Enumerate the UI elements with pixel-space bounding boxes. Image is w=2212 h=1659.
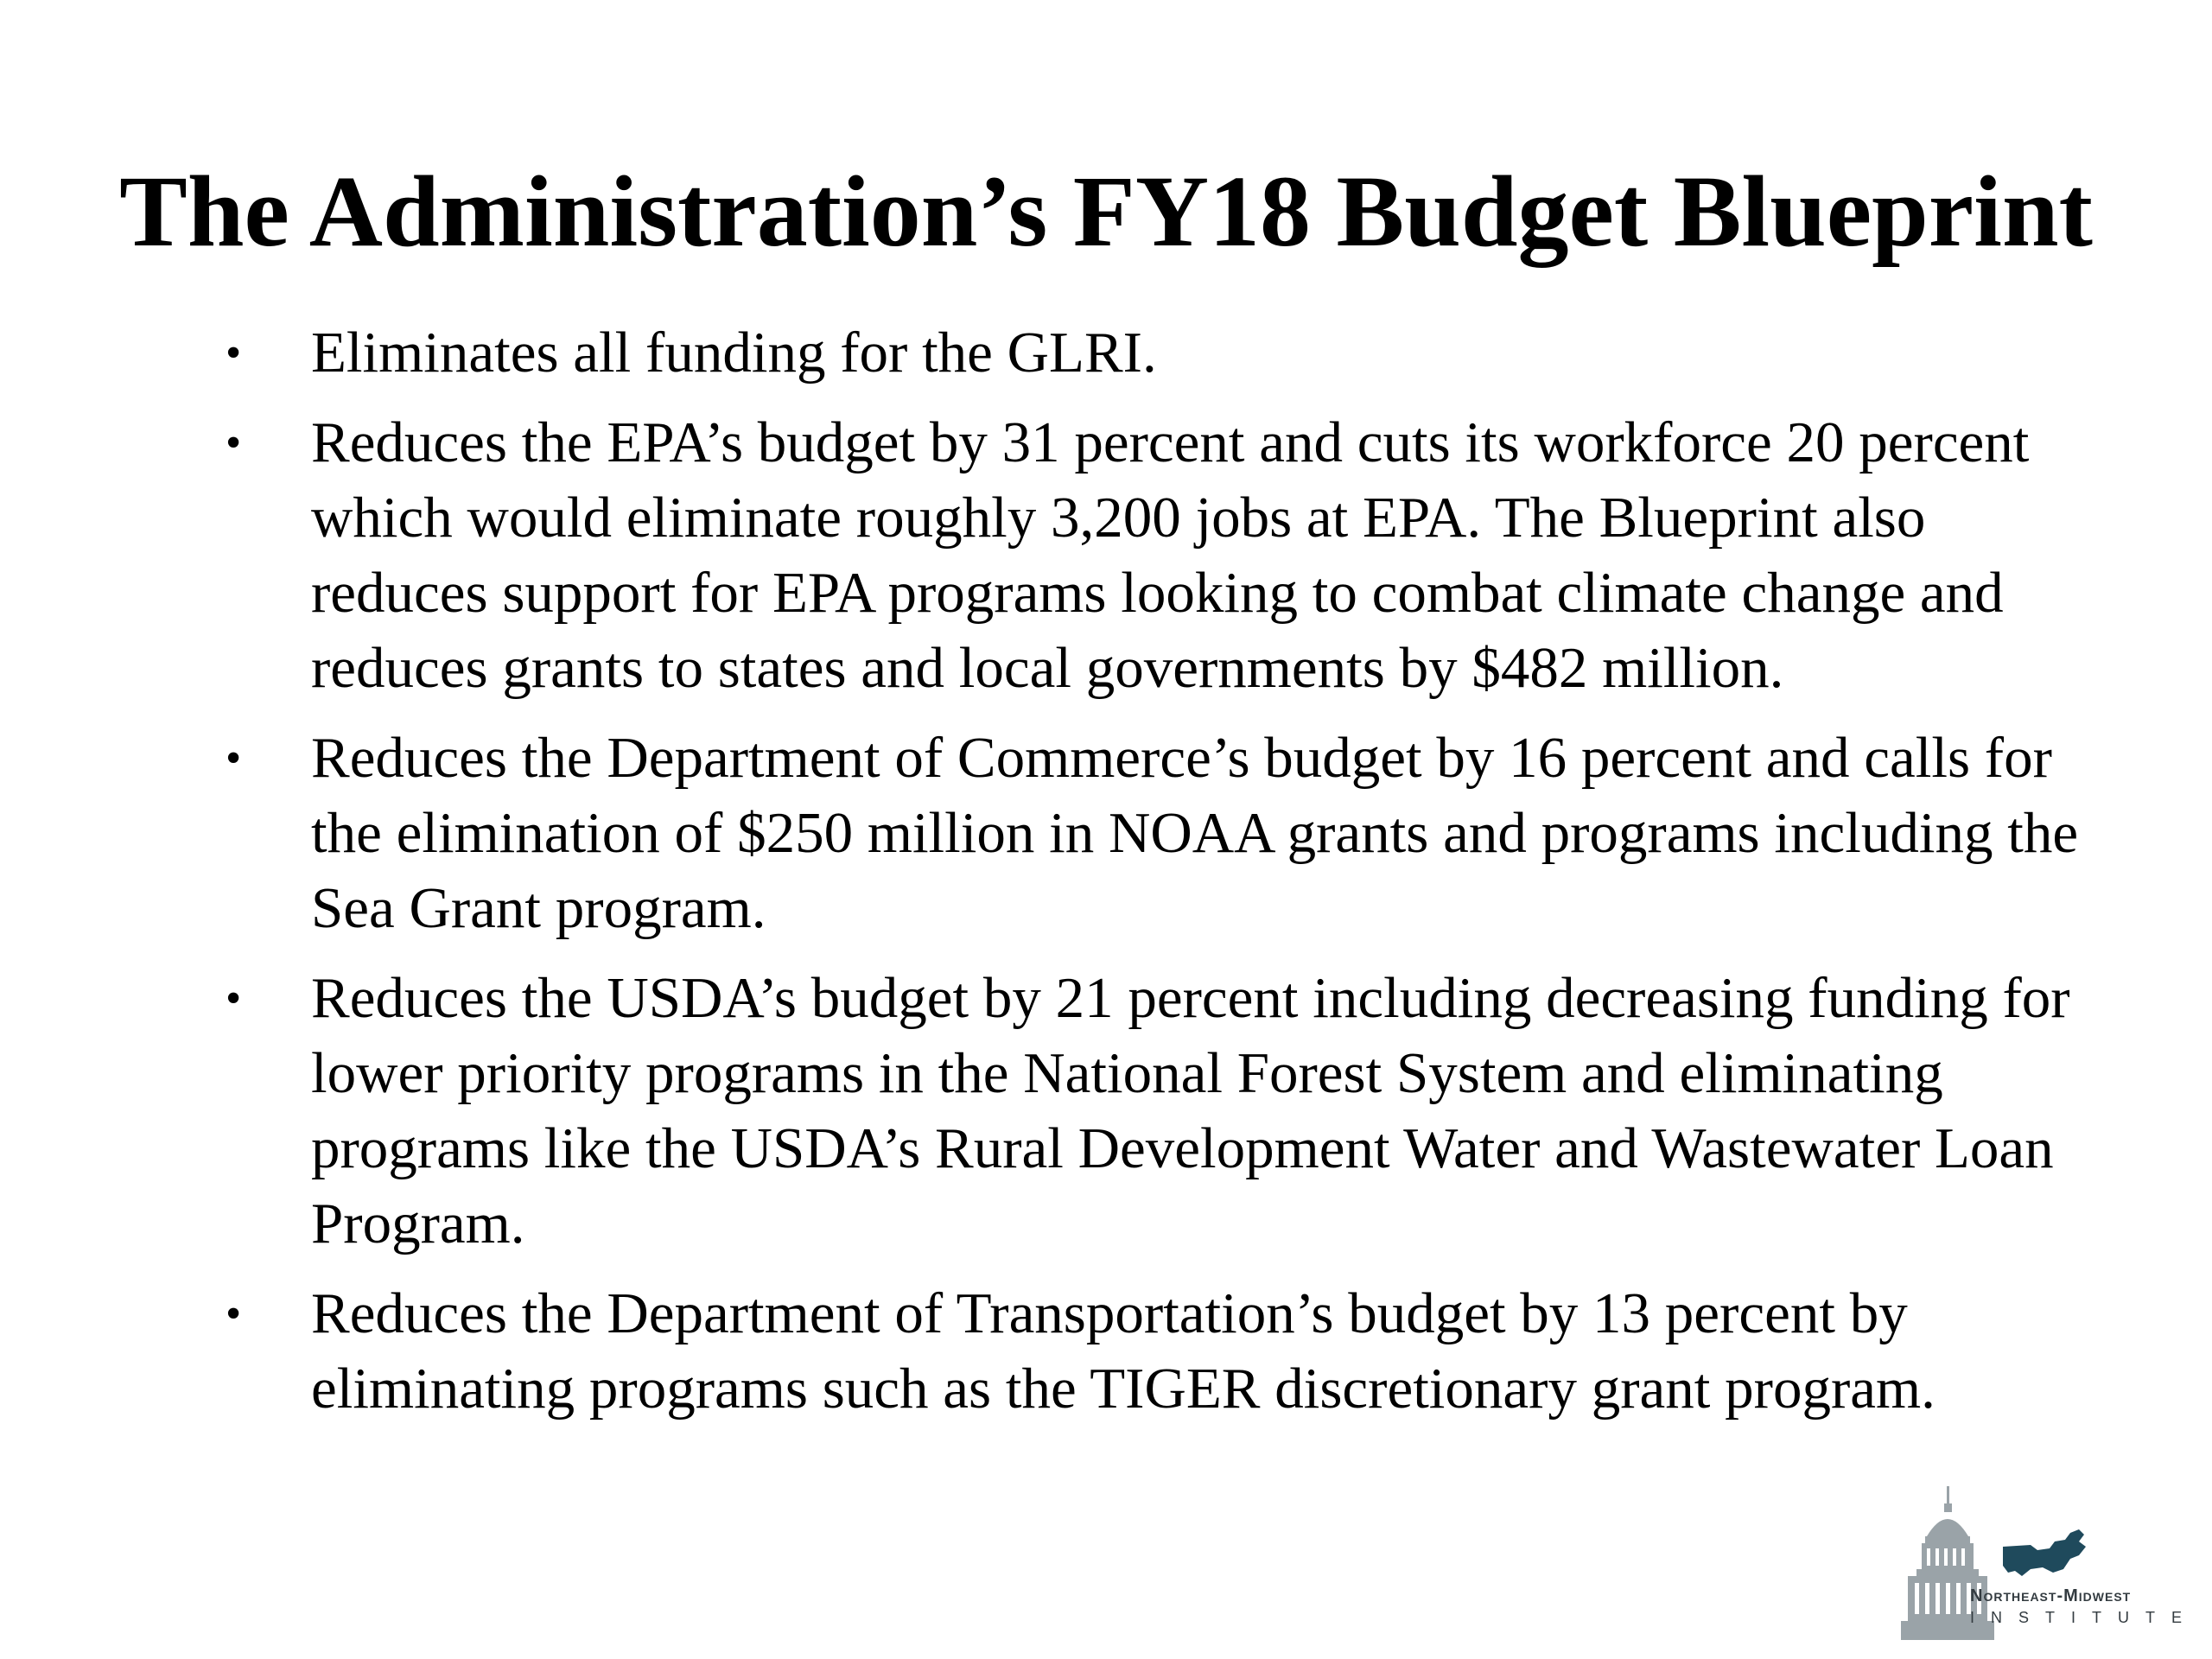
bullet-text: Reduces the Department of Commerce’s budget by 16 percent and calls for the elimination of $250 million in NOAA grants and programs including the Sea Grant program. bbox=[311, 726, 2079, 940]
bullet-text: Reduces the USDA’s budget by 21 percent including decreasing funding for lower priority programs in the National Forest System and eliminating programs like the USDA’s Rural Development Water and Wastewater Loan Program. bbox=[311, 966, 2070, 1255]
bullet-dot-icon: • bbox=[226, 328, 242, 378]
institute-logo bbox=[1901, 1486, 2198, 1650]
bullet-text: Eliminates all funding for the GLRI. bbox=[311, 321, 1157, 385]
bullet-dot-icon: • bbox=[226, 418, 242, 467]
bullet-item-commerce bbox=[207, 721, 2108, 946]
logo-name-line1: Northeast-Midwest bbox=[1970, 1586, 2132, 1605]
bullet-text: Reduces the EPA’s budget by 31 percent and cuts its workforce 20 percent which would eliminate roughly 3,200 jobs at EPA. The Blueprint also reduces support for EPA programs looking to combat climate change and reduces grants to states and local governments by $482 million. bbox=[311, 410, 2030, 700]
bullet-item-usda bbox=[207, 961, 2108, 1262]
bullet-dot-icon: • bbox=[226, 974, 242, 1023]
bullet-dot-icon: • bbox=[226, 1289, 242, 1338]
bullet-item-glri bbox=[207, 315, 2108, 391]
bullet-item-epa bbox=[207, 405, 2108, 706]
logo-name-line2: INSTITUTE bbox=[1970, 1609, 2198, 1626]
slide-title: The Administration’s FY18 Budget Blueprint bbox=[119, 155, 2093, 268]
bullet-text: Reduces the Department of Transportation’s budget by 13 percent by eliminating programs such as the TIGER discretionary grant program. bbox=[311, 1281, 1936, 1421]
bullet-list bbox=[207, 315, 2108, 1441]
bullet-item-transportation bbox=[207, 1276, 2108, 1427]
bullet-dot-icon: • bbox=[226, 734, 242, 783]
